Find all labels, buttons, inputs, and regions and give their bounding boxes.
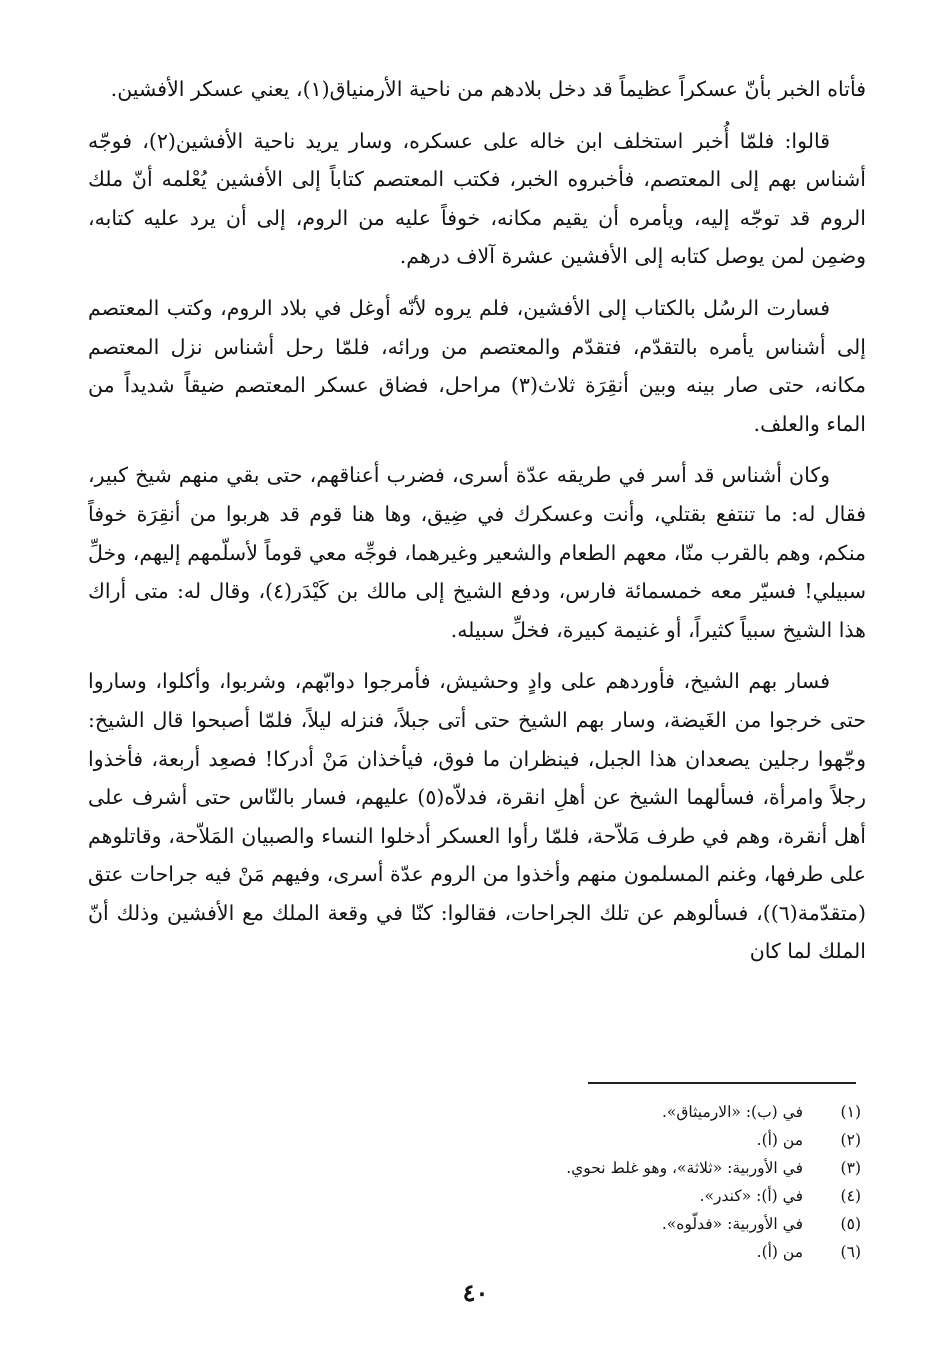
page-number: ٤٠ — [462, 1278, 489, 1307]
footnote-number: (٢) — [840, 1131, 861, 1149]
footnote — [341, 1154, 861, 1182]
footnote-text: في (ب): «الارميثاق». — [661, 1103, 803, 1121]
footnotes-list — [341, 1098, 861, 1266]
footnote — [341, 1238, 861, 1266]
footnote — [341, 1210, 861, 1238]
footnote — [341, 1126, 861, 1154]
footnote-number: (٤) — [840, 1187, 861, 1205]
footnote-text: من (أ). — [756, 1131, 803, 1149]
footnote-text: من (أ). — [756, 1243, 803, 1261]
paragraph: فسارت الرسُل بالكتاب إلى الأفشين، فلم يروه لأنّه أوغل في بلاد الروم، وكتب المعتصم إلى أشناس يأمره بالتقدّم، فتقدّم والمعتصم من ورائه، فلمّا رحل أشناس نزل المعتصم مكانه، حتى صار بينه وبين أنقِرَة ثلاث(٣) مراحل، فضاق عسكر المعتصم ضيقاً شديداً من الماء والعلف. — [88, 295, 866, 436]
paragraph: فأتاه الخبر بأنّ عسكراً عظيماً قد دخل بلادهم من ناحية الأرمنياق(١)، يعني عسكر الأفشين. — [110, 77, 866, 101]
footnote — [341, 1182, 861, 1210]
footnote-number: (٥) — [840, 1215, 861, 1233]
paragraph: وكان أشناس قد أسر في طريقه عدّة أسرى، فضرب أعناقهم، حتى بقي منهم شيخ كبير، فقال له: ما تنتفع بقتلي، وأنت وعسكرك في ضِيق، وها هنا قوم قد هربوا من أنقِرَة خوفاً منكم، وهم بالقرب منّا، معهم الطعام والشعير وغيرهما، فوجِّه معي قوماً لأسلّمهم إليهم، وخلِّ سبيلي! فسيّر معه خمسمائة فارس، ودفع الشيخ إلى مالك بن كَيْدَر(٤)، وقال له: متى أراك هذا الشيخ سبياً كثيراً، أو غنيمة كبيرة، فخلِّ سبيله. — [88, 463, 866, 642]
footnote-divider — [588, 1082, 856, 1084]
footnote-text: في (أ): «كندر». — [699, 1187, 803, 1205]
body-text — [88, 70, 866, 984]
paragraph: فسار بهم الشيخ، فأوردهم على وادٍ وحشيش، فأمرجوا دوابّهم، وشربوا، وأكلوا، وساروا حتى خرجوا من الغَيضة، وسار بهم الشيخ حتى أتى جبلاً، فنزله ليلاً، فلمّا أصبحوا قال الشيخ: وجّهوا رجلين يصعدان هذا الجبل، فينظران ما فوق، فيأخذان مَنْ أدركا! فصعِد أربعة، فأخذوا رجلاً وامرأة، فسألهما الشيخ عن أهلِ انقرة، فدلاّه(٥) عليهم، فسار بالنّاس حتى أشرف على أهل أنقرة، وهم في طرف مَلاّحة، فلمّا رأوا العسكر أدخلوا النساء والصبيان المَلاّحة، وقاتلوهم على طرفها، وغنم المسلمون منهم وأخذوا من الروم عدّة أسرى، وفيهم مَنْ فيه جراحات عتق (متقدّمة(٦))، فسألوهم عن تلك الجراحات، فقالوا: كنّا في وقعة الملك مع الأفشين وذلك أنّ الملك لما كان — [88, 669, 866, 964]
footnote-number: (٦) — [840, 1243, 861, 1261]
footnote-text: في الأوربية: «فدلّوه». — [661, 1215, 803, 1233]
footnote — [341, 1098, 861, 1126]
footnote-number: (٣) — [840, 1159, 861, 1177]
footnote-number: (١) — [840, 1103, 861, 1121]
paragraph: قالوا: فلمّا أُخبر استخلف ابن خاله على عسكره، وسار يريد ناحية الأفشين(٢)، فوجّه أشناس بهم إلى المعتصم، فأخبروه الخبر، فكتب المعتصم كتاباً إلى الأفشين يُعْلمه أنّ ملك الروم قد توجّه إليه، ويأمره أن يقيم مكانه، خوفاً عليه من الروم، إلى أن يرد عليه كتابه، وضمِن لمن يوصل كتابه إلى الأفشين عشرة آلاف درهم. — [88, 128, 866, 269]
footnote-text: في الأوربية: «ثلاثة»، وهو غلط نحوي. — [566, 1159, 803, 1177]
